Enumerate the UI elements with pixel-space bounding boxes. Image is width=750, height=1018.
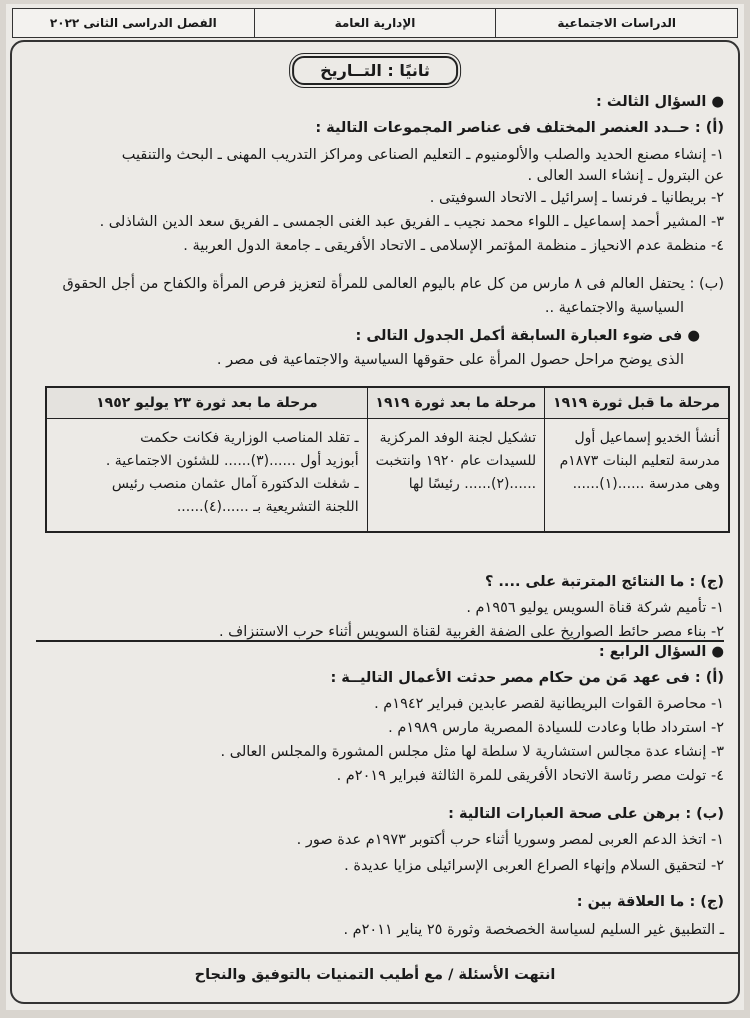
q3-c-item-1: ١- تأميم شركة قناة السويس يوليو ١٩٥٦م . [466, 600, 724, 616]
table-row [46, 419, 729, 533]
section-title: ثانيًا : التــاريخ [292, 56, 458, 85]
women-rights-table [45, 386, 730, 533]
cell-line: ......(٢)...... رئيسًا لها [408, 476, 537, 492]
q3-a-item-2: ٢- بريطانيا ـ فرنسا ـ إسرائيل ـ الاتحاد السوفيتى . [429, 190, 724, 206]
q4-a-item-2: ٢- استرداد طابا وعادت للسيادة المصرية مارس ١٩٨٩م . [388, 720, 724, 736]
cell-line: وهى مدرسة ......(١)...... [572, 476, 720, 492]
q3-a-item-4: ٤- منظمة عدم الانحياز ـ منظمة المؤتمر الإسلامى ـ الاتحاد الأفريقى ـ جامعة الدول العربية . [183, 238, 724, 254]
q4-a-item-4: ٤- تولت مصر رئاسة الاتحاد الأفريقى للمرة الثالثة فبراير ٢٠١٩م . [336, 768, 724, 784]
q4-c-item-1: ـ التطبيق غير السليم لسياسة الخصخصة وثورة ٢٥ يناير ٢٠١١م . [343, 922, 724, 938]
cell-line: أنشأ الخديو إسماعيل أول [574, 430, 720, 446]
cell-line: اللجنة التشريعية بـ ......(٤)...... [176, 499, 359, 515]
header-term: الفصل الدراسى الثانى ٢٠٢٢ [49, 16, 217, 30]
cell-line: تشكيل لجنة الوفد المركزية [379, 430, 537, 446]
cell-line: ـ شغلت الدكتورة آمال عثمان منصب رئيس [111, 476, 359, 492]
q4-c-heading: (ج) : ما العلاقة بين : [576, 894, 724, 910]
table-header-cell: مرحلة ما قبل ثورة ١٩١٩ [545, 387, 729, 419]
exam-footer: انتهت الأسئلة / مع أطيب التمنيات بالتوفيق والنجاح [10, 952, 740, 996]
header-subject: الدراسات الاجتماعية [495, 9, 737, 37]
q4-a-heading: (أ) : فى عهد مَن من حكام مصر حدثت الأعمال التاليــة : [330, 670, 724, 686]
q3-a-heading: (أ) : حــدد العنصر المختلف فى عناصر المجموعات التالية : [315, 120, 724, 136]
table-header-row [46, 387, 729, 419]
q4-heading: ● السؤال الرابع : [598, 644, 724, 660]
q3-heading: ● السؤال الثالث : [596, 94, 724, 110]
table-cell-post-1919 [367, 419, 545, 533]
q4-b-heading: (ب) : برهن على صحة العبارات التالية : [448, 806, 724, 822]
exam-header [12, 8, 738, 38]
q3-b-caption: الذى يوضح مراحل حصول المرأة على حقوقها السياسية والاجتماعية فى مصر . [216, 352, 684, 368]
q3-b-instruction: ● فى ضوء العبارة السابقة أكمل الجدول التالى : [355, 328, 700, 344]
q3-c-item-2: ٢- بناء مصر حائط الصواريخ على الضفة الغربية لقناة السويس أثناء حرب الاستنزاف . [218, 624, 724, 640]
table-cell-pre-1919 [545, 419, 729, 533]
q3-c-heading: (ج) : ما النتائج المترتبة على .... ؟ [484, 574, 724, 590]
table-header-cell: مرحلة ما بعد ثورة ١٩١٩ [367, 387, 545, 419]
q4-b-item-1: ١- اتخذ الدعم العربى لمصر وسوريا أثناء حرب أكتوبر ١٩٧٣م عدة صور . [296, 832, 724, 848]
table-cell-post-1952 [46, 419, 367, 533]
q3-b-statement: (ب) : يحتفل العالم فى ٨ مارس من كل عام باليوم العالمى للمرأة لتعزيز فرص المرأة والكفاح من أجل الحقوق [62, 276, 724, 292]
cell-line: ـ تقلد المناصب الوزارية فكانت حكمت [140, 430, 359, 446]
q3-a-item-1: ١- إنشاء مصنع الحديد والصلب والألومنيوم ـ التعليم الصناعى ومراكز التدريب المهنى ـ البحث والتنقيب [121, 147, 724, 163]
header-administration: الإدارية العامة [254, 9, 496, 37]
table-header-cell: مرحلة ما بعد ثورة ٢٣ يوليو ١٩٥٢ [46, 387, 367, 419]
cell-line: مدرسة لتعليم البنات ١٨٧٣م [559, 453, 720, 469]
cell-line: للسيدات عام ١٩٢٠ وانتخبت [375, 453, 537, 469]
q3-a-item-1-cont: عن البترول ـ إنشاء السد العالى . [527, 168, 724, 184]
q4-a-item-1: ١- محاصرة القوات البريطانية لقصر عابدين فبراير ١٩٤٢م . [374, 696, 724, 712]
q4-a-item-3: ٣- إنشاء عدة مجالس استشارية لا سلطة لها مثل مجلس المشورة والمجلس العالى . [220, 744, 724, 760]
q3-a-item-3: ٣- المشير أحمد إسماعيل ـ اللواء محمد نجيب ـ الفريق عبد الغنى الجمسى ـ الفريق سعد الدين الشاذلى . [99, 214, 724, 230]
q3-b-statement-cont: السياسية والاجتماعية .. [544, 300, 684, 316]
exam-page [6, 4, 744, 1010]
cell-line: أبوزيد أول ......(٣)...... للشئون الاجتماعية . [105, 453, 359, 469]
q4-b-item-2: ٢- لتحقيق السلام وإنهاء الصراع العربى الإسرائيلى مزايا عديدة . [344, 858, 724, 874]
